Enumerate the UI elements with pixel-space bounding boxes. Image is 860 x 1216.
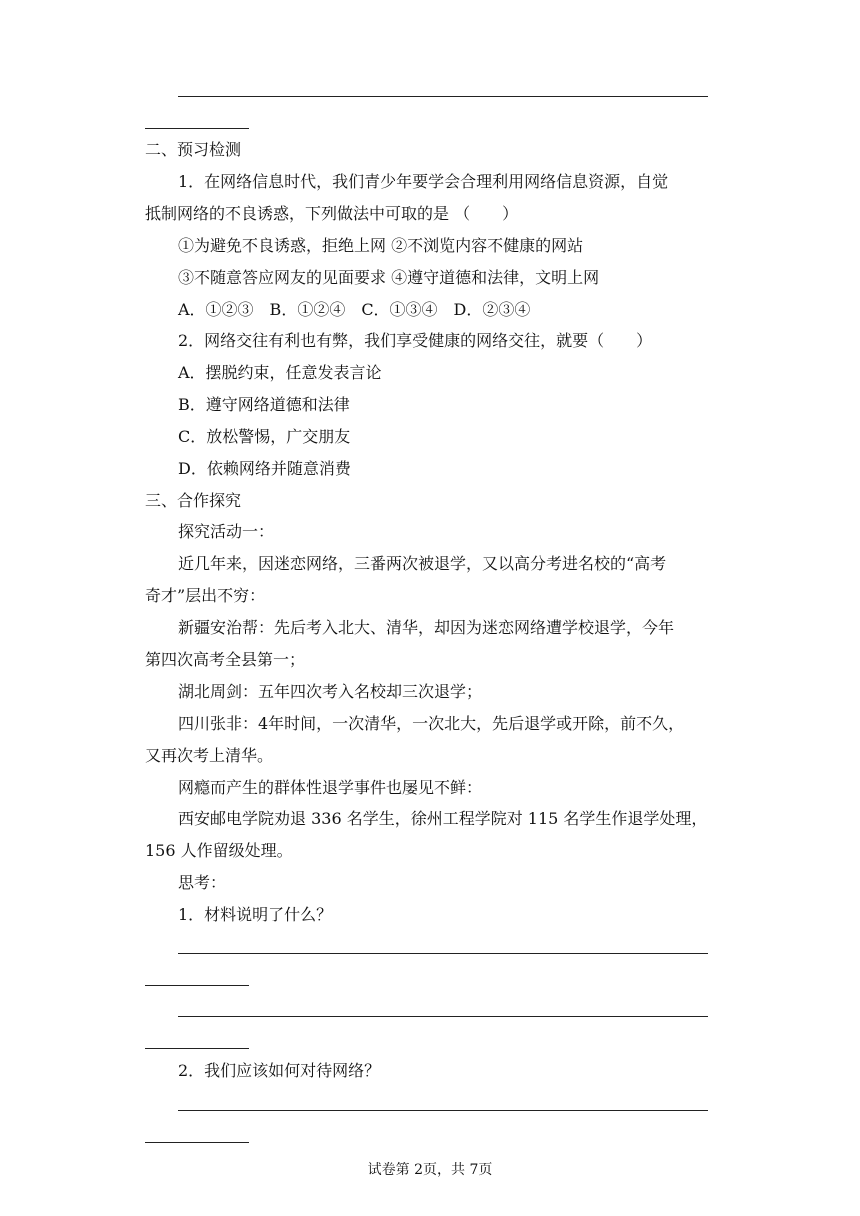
section-heading-preview-check: 二、预习检测 bbox=[145, 140, 242, 159]
material-paragraph-4-line1: 四川张非：4年时间，一次清华，一次北大，先后退学或开除，前不久， bbox=[178, 714, 685, 733]
answer-line bbox=[178, 1110, 708, 1111]
question-2-stem: 2．网络交往有利也有弊，我们享受健康的网络交往，就要（ ） bbox=[178, 331, 653, 350]
think-question-2: 2．我们应该如何对待网络？ bbox=[178, 1061, 381, 1080]
answer-line-continuation bbox=[145, 985, 249, 986]
question-1-stem-line2: 抵制网络的不良诱惑，下列做法中可取的是 （ ） bbox=[145, 204, 519, 223]
material-paragraph-4-line2: 又再次考上清华。 bbox=[145, 746, 274, 765]
material-paragraph-6-line1: 西安邮电学院劝退 336 名学生，徐州工程学院对 115 名学生作退学处理， bbox=[178, 809, 708, 828]
question-1-options: A．①②③ B．①②④ C．①③④ D．②③④ bbox=[178, 300, 531, 319]
answer-line bbox=[178, 96, 708, 97]
answer-line bbox=[178, 953, 708, 954]
think-label: 思考： bbox=[178, 873, 227, 892]
question-2-option-a: A．摆脱约束，任意发表言论 bbox=[178, 363, 382, 382]
page-footer: 试卷第 2页，共 7页 bbox=[367, 1162, 493, 1178]
activity-title: 探究活动一： bbox=[178, 522, 275, 541]
question-2-option-b: B．遵守网络道德和法律 bbox=[178, 395, 350, 414]
think-question-1: 1．材料说明了什么？ bbox=[178, 905, 333, 924]
material-paragraph-2-line2: 第四次高考全县第一； bbox=[145, 650, 306, 669]
question-1-items-a: ①为避免不良诱惑，拒绝上网 ②不浏览内容不健康的网站 bbox=[178, 236, 584, 255]
answer-line bbox=[178, 1016, 708, 1017]
answer-line-continuation bbox=[145, 1048, 249, 1049]
section-heading-cooperative-inquiry: 三、合作探究 bbox=[145, 491, 242, 510]
question-2-option-d: D．依赖网络并随意消费 bbox=[178, 459, 351, 478]
material-paragraph-5: 网瘾而产生的群体性退学事件也屡见不鲜： bbox=[178, 778, 483, 797]
material-paragraph-3: 湖北周剑：五年四次考入名校却三次退学； bbox=[178, 682, 483, 701]
material-paragraph-1-line2: 奇才”层出不穷： bbox=[145, 586, 266, 605]
material-paragraph-6-line2: 156 人作留级处理。 bbox=[145, 841, 293, 860]
question-1-stem-line1: 1．在网络信息时代，我们青少年要学会合理利用网络信息资源，自觉 bbox=[178, 172, 669, 191]
question-2-option-c: C．放松警惕，广交朋友 bbox=[178, 427, 351, 446]
question-1-items-b: ③不随意答应网友的见面要求 ④遵守道德和法律，文明上网 bbox=[178, 268, 600, 287]
answer-line-continuation bbox=[145, 1142, 249, 1143]
material-paragraph-2-line1: 新疆安治帮：先后考入北大、清华，却因为迷恋网络遭学校退学，今年 bbox=[178, 618, 675, 637]
material-paragraph-1-line1: 近几年来，因迷恋网络，三番两次被退学，又以高分考进名校的“高考 bbox=[178, 554, 667, 573]
answer-line-continuation bbox=[145, 128, 249, 129]
